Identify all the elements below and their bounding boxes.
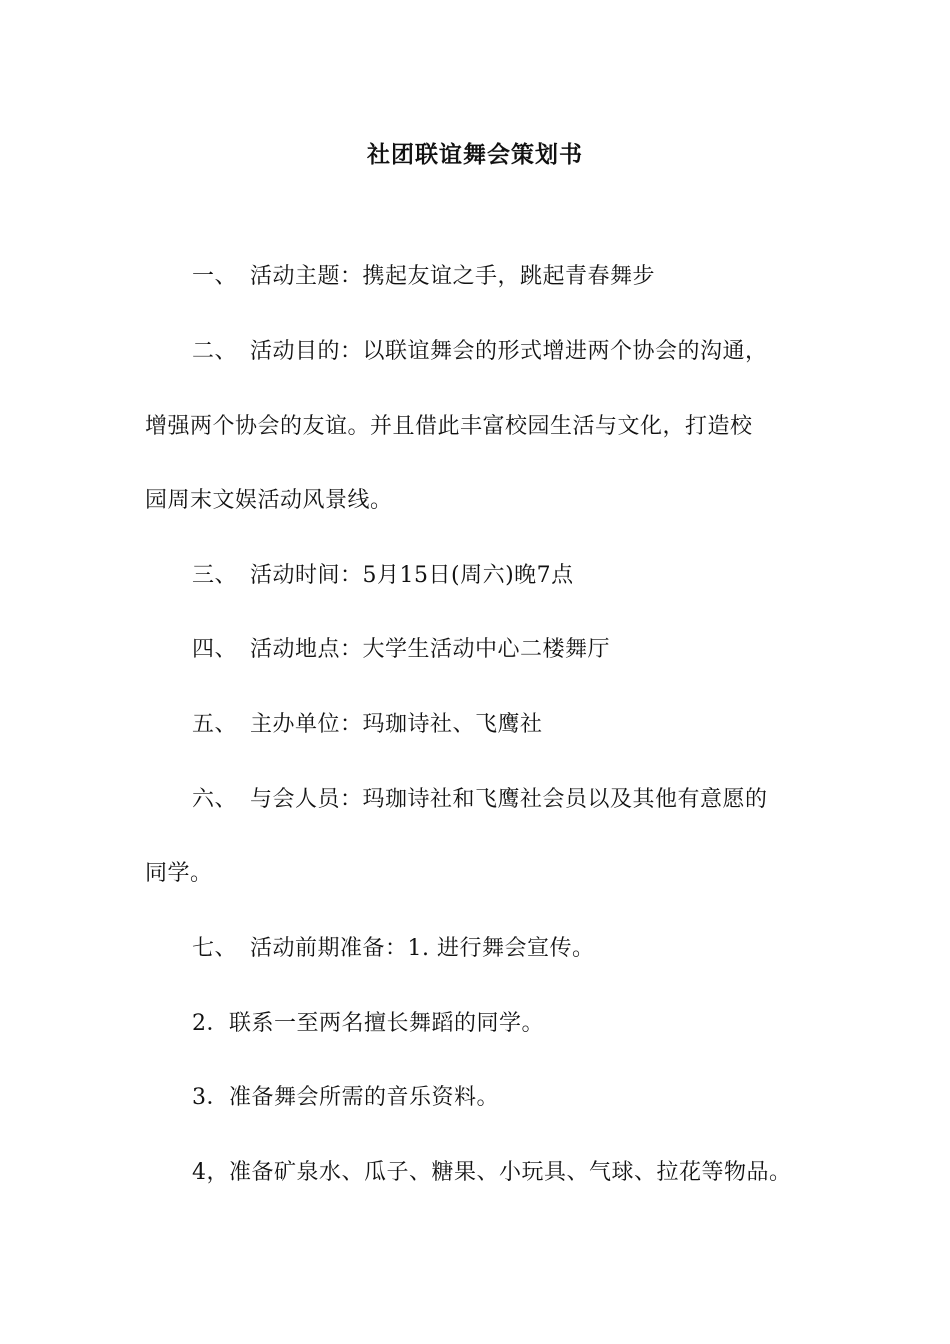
section-number: 二、 [192,339,238,364]
section-number: 七、 [192,936,238,961]
section-5 [192,710,543,740]
section-4 [192,635,610,665]
section-number: 四、 [192,637,238,662]
section-2-continuation: 园周末文娱活动风景线。 [145,488,393,513]
section-number: 一、 [192,264,238,289]
section-2-continuation: 增强两个协会的友谊。并且借此丰富校园生活与文化，打造校 [145,414,753,439]
section-text: 活动前期准备：1. 进行舞会宣传。 [250,936,595,961]
prep-item: 4，准备矿泉水、瓜子、糖果、小玩具、气球、拉花等物品。 [192,1160,792,1185]
section-1 [192,262,655,292]
section-number: 三、 [192,563,238,588]
document-title: 社团联谊舞会策划书 [367,141,583,168]
section-6 [192,785,768,815]
section-text: 活动时间：5月15日(周六)晚7点 [250,563,574,588]
section-text: 主办单位：玛珈诗社、飞鹰社 [250,712,543,737]
section-text: 与会人员：玛珈诗社和飞鹰社会员以及其他有意愿的 [250,787,768,812]
section-number: 五、 [192,712,238,737]
section-3 [192,561,574,591]
section-2 [192,337,768,367]
section-text: 活动目的：以联谊舞会的形式增进两个协会的沟通， [250,339,768,364]
section-6-continuation: 同学。 [145,861,213,886]
section-number: 六、 [192,787,238,812]
section-7 [192,934,595,964]
prep-item: 2．联系一至两名擅长舞蹈的同学。 [192,1011,544,1036]
prep-item: 3．准备舞会所需的音乐资料。 [192,1085,499,1110]
section-text: 活动主题：携起友谊之手，跳起青春舞步 [250,264,656,289]
section-text: 活动地点：大学生活动中心二楼舞厅 [250,637,611,662]
